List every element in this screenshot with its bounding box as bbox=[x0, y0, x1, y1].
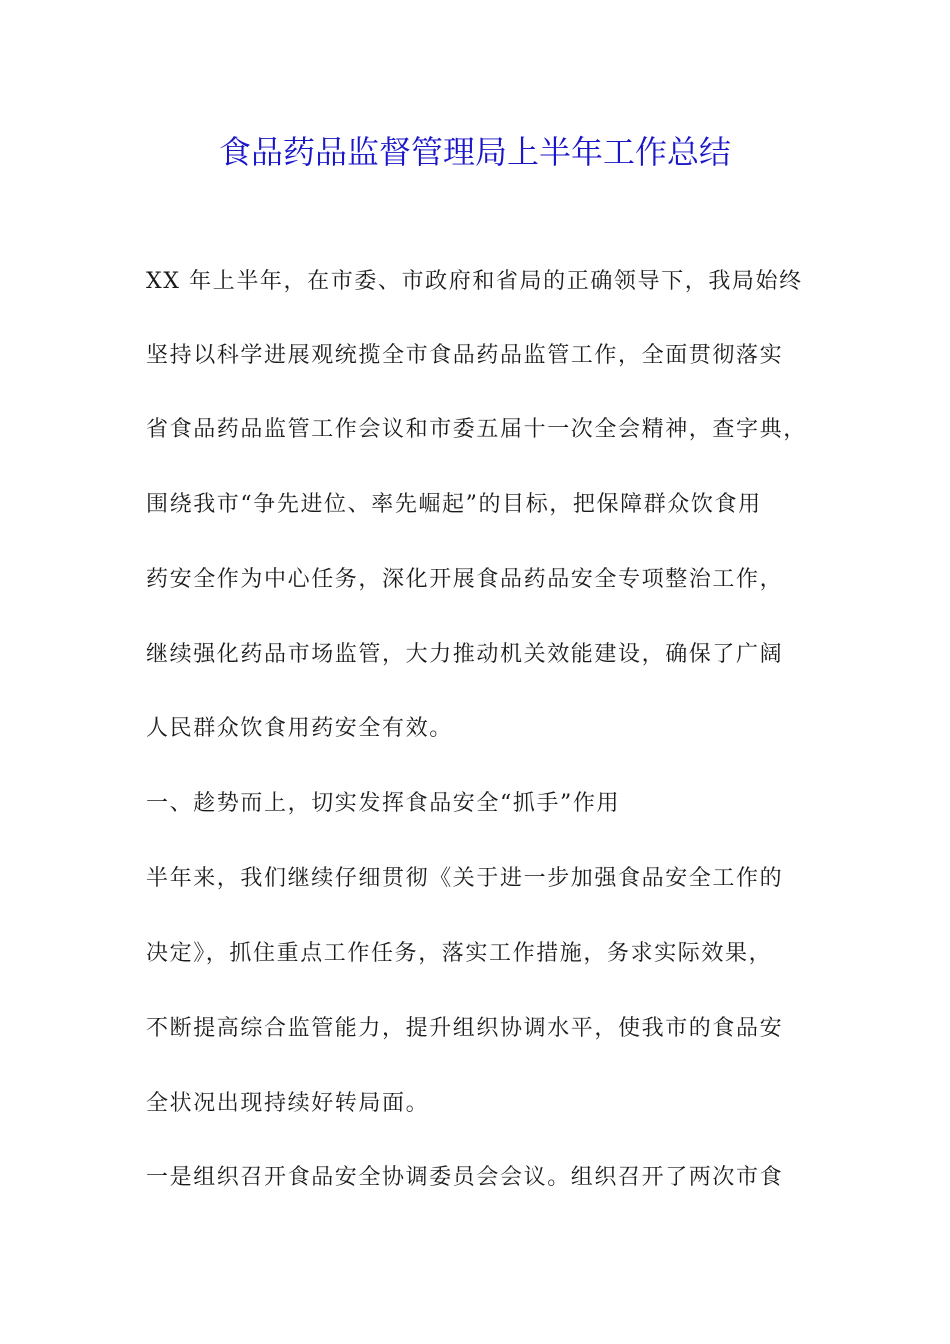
paragraph-line: 人民群众饮食用药安全有效。 bbox=[146, 716, 453, 741]
section-heading: 一、趁势而上，切实发挥食品安全“抓手”作用 bbox=[146, 791, 621, 816]
document-title: 食品药品监督管理局上半年工作总结 bbox=[218, 133, 731, 171]
paragraph-line: 全状况出现持续好转局面。 bbox=[146, 1091, 430, 1116]
paragraph-line: 省食品药品监管工作会议和市委五届十一次全会精神，查字典， bbox=[146, 417, 807, 442]
paragraph-line: 围绕我市“争先进位、率先崛起”的目标，把保障群众饮食用 bbox=[146, 492, 762, 517]
paragraph-line: 一是组织召开食品安全协调委员会会议。组织召开了两次市食 bbox=[146, 1165, 784, 1190]
paragraph-line: 半年来，我们继续仔细贯彻《关于进一步加强食品安全工作的 bbox=[146, 866, 784, 891]
paragraph-line: 不断提高综合监管能力，提升组织协调水平，使我市的食品安 bbox=[146, 1016, 784, 1041]
paragraph-line: 坚持以科学进展观统揽全市食品药品监管工作，全面贯彻落实 bbox=[146, 343, 784, 368]
paragraph-line: XX 年上半年，在市委、市政府和省局的正确领导下，我局始终 bbox=[146, 269, 803, 294]
paragraph-line: 决定》，抓住重点工作任务，落实工作措施，务求实际效果， bbox=[146, 941, 773, 966]
paragraph-line: 药安全作为中心任务，深化开展食品药品安全专项整治工作， bbox=[146, 567, 784, 592]
paragraph-line: 继续强化药品市场监管，大力推动机关效能建设，确保了广阔 bbox=[146, 642, 784, 667]
